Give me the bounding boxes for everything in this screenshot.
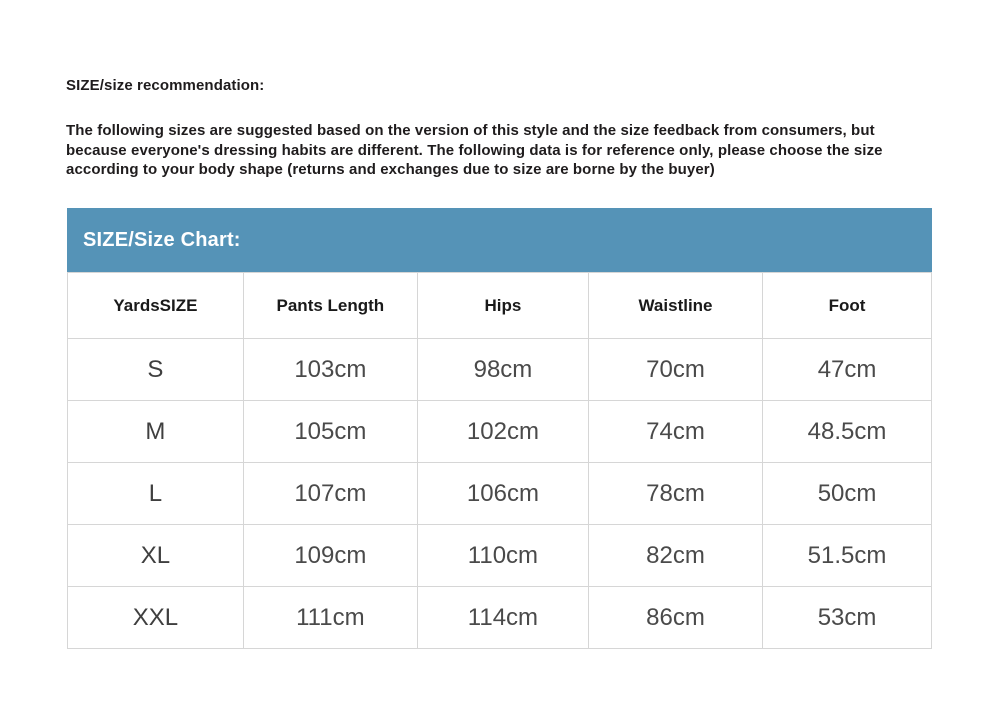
table-row: [68, 401, 932, 463]
size-chart-title-bar: [67, 208, 932, 272]
table-row: [68, 339, 932, 401]
column-header-size: YardsSIZE: [68, 273, 244, 339]
column-header-hips: Hips: [417, 273, 588, 339]
table-row: [68, 587, 932, 649]
value-cell: 70cm: [588, 339, 762, 401]
value-cell: 102cm: [417, 401, 588, 463]
value-cell: 50cm: [763, 463, 932, 525]
column-header-waistline: Waistline: [588, 273, 762, 339]
value-cell: 111cm: [243, 587, 417, 649]
table-header-row: [68, 273, 932, 339]
size-chart-title: SIZE/Size Chart:: [83, 228, 241, 251]
size-recommendation-heading: SIZE/size recommendation:: [66, 77, 265, 94]
size-cell: XL: [68, 525, 244, 587]
value-cell: 105cm: [243, 401, 417, 463]
value-cell: 109cm: [243, 525, 417, 587]
value-cell: 86cm: [588, 587, 762, 649]
value-cell: 78cm: [588, 463, 762, 525]
value-cell: 47cm: [763, 339, 932, 401]
value-cell: 82cm: [588, 525, 762, 587]
size-chart-table: [67, 272, 932, 649]
column-header-foot: Foot: [763, 273, 932, 339]
value-cell: 51.5cm: [763, 525, 932, 587]
value-cell: 107cm: [243, 463, 417, 525]
value-cell: 110cm: [417, 525, 588, 587]
size-cell: M: [68, 401, 244, 463]
value-cell: 114cm: [417, 587, 588, 649]
value-cell: 103cm: [243, 339, 417, 401]
value-cell: 106cm: [417, 463, 588, 525]
value-cell: 74cm: [588, 401, 762, 463]
table-row: [68, 463, 932, 525]
table-row: [68, 525, 932, 587]
size-cell: XXL: [68, 587, 244, 649]
size-cell: L: [68, 463, 244, 525]
value-cell: 53cm: [763, 587, 932, 649]
size-cell: S: [68, 339, 244, 401]
column-header-pants-length: Pants Length: [243, 273, 417, 339]
value-cell: 48.5cm: [763, 401, 932, 463]
value-cell: 98cm: [417, 339, 588, 401]
size-recommendation-paragraph: The following sizes are suggested based on the version of this style and the size feedback from consumers, but because everyone's dressing habits are different. The following data is for reference only, please choose the size according to your body shape (returns and exchanges due to size are borne by the buyer): [66, 122, 883, 178]
